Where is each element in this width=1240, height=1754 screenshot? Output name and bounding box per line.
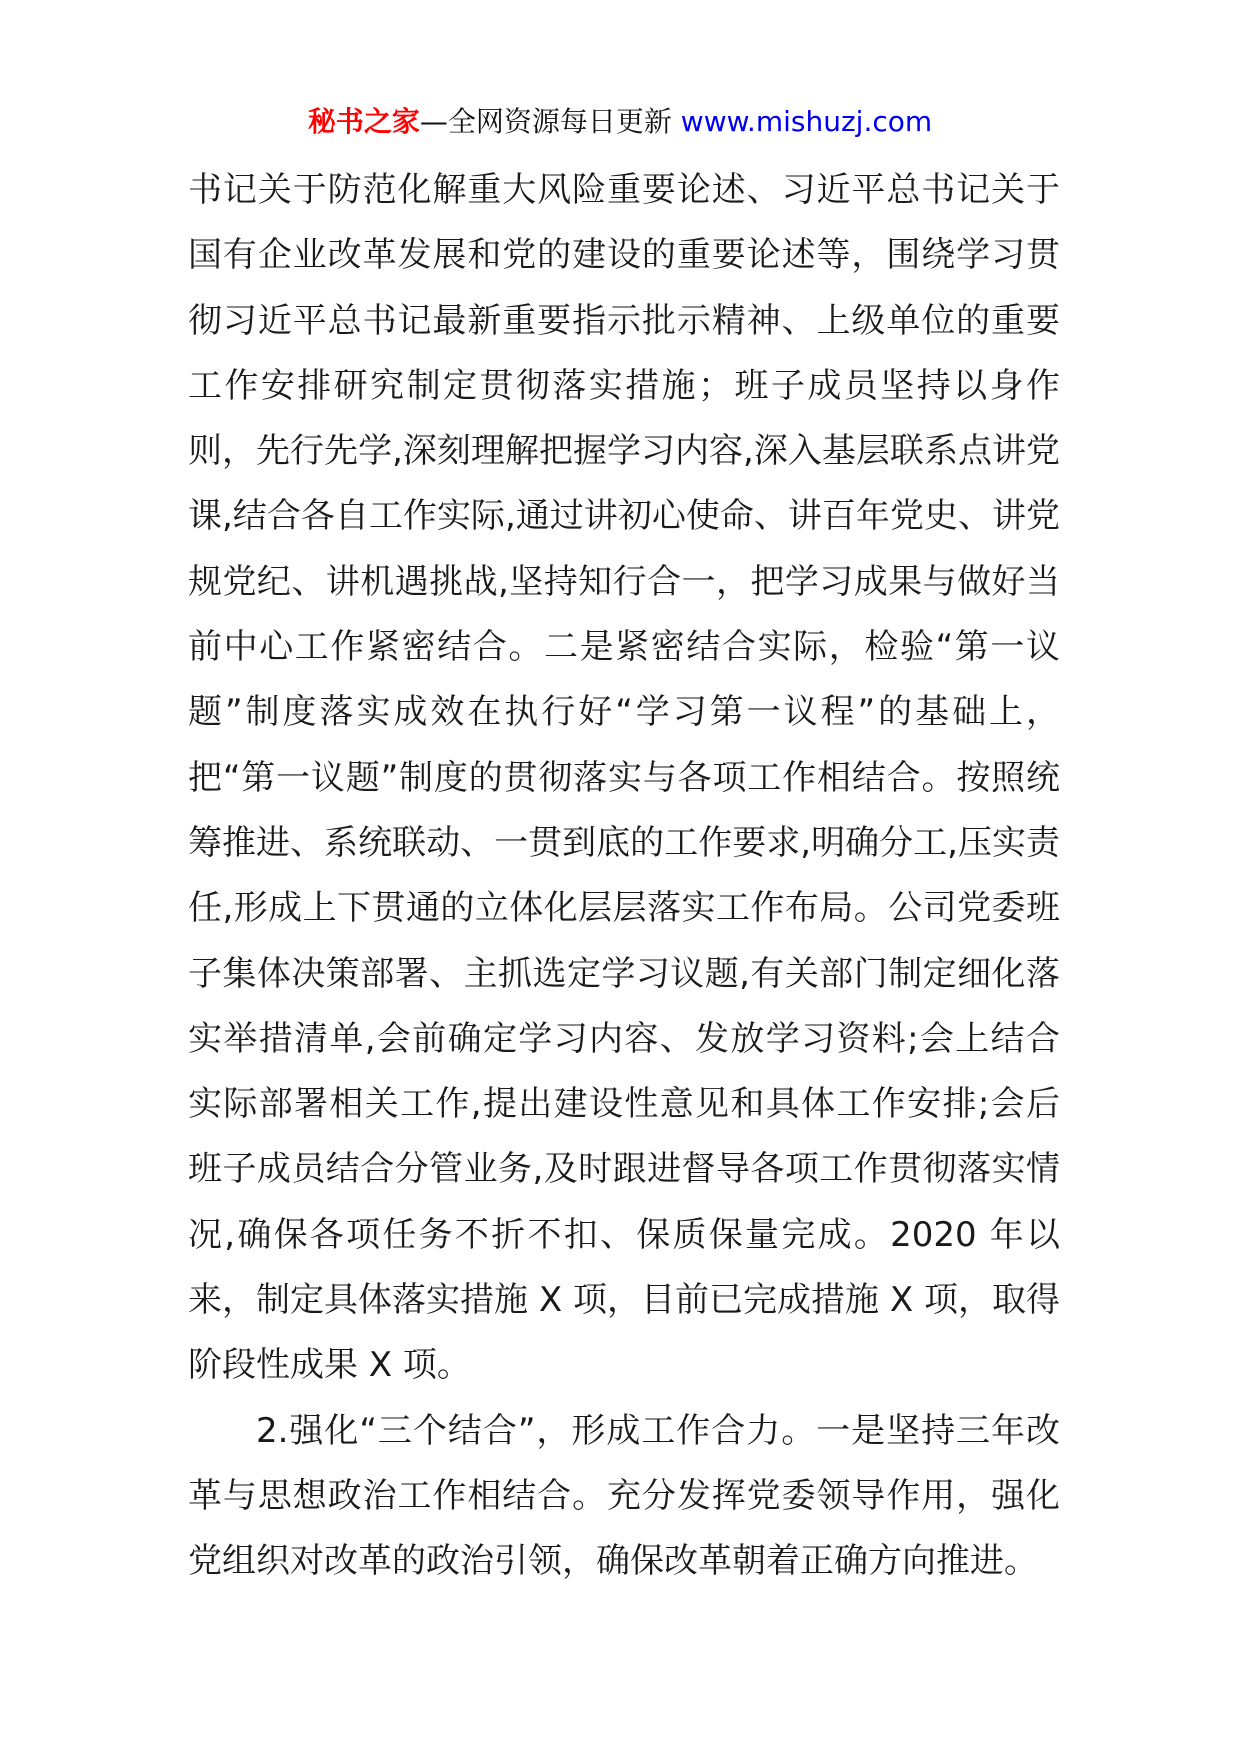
site-link[interactable]: www.mishuzj.com: [680, 105, 933, 138]
paragraph-continued: 书记关于防范化解重大风险重要论述、习近平总书记关于国有企业改革发展和党的建设的重要论述等，围绕学习贯彻习近平总书记最新重要指示批示精神、上级单位的重要工作安排研究制定贯彻落实措施；班子成员坚持以身作则，先行先学,深刻理解把握学习内容,深入基层联系点讲党课,结合各自工作实际,通过讲初心使命、讲百年党史、讲党规党纪、讲机遇挑战,坚持知行合一，把学习成果与做好当前中心工作紧密结合。二是紧密结合实际，检验“第一议题”制度落实成效在执行好“学习第一议程”的基础上，把“第一议题”制度的贯彻落实与各项工作相结合。按照统筹推进、系统联动、一贯到底的工作要求,明确分工,压实责任,形成上下贯通的立体化层层落实工作布局。公司党委班子集体决策部署、主抓选定学习议题,有关部门制定细化落实举措清单,会前确定学习内容、发放学习资料;会上结合实际部署相关工作,提出建设性意见和具体工作安排;会后班子成员结合分管业务,及时跟进督导各项工作贯彻落实情况,确保各项任务不折不扣、保质保量完成。2020 年以来，制定具体落实措施 X 项，目前已完成措施 X 项，取得阶段性成果 X 项。: [188, 170, 1060, 1386]
paragraph-section-2: 2.强化“三个结合”，形成工作合力。一是坚持三年改革与思想政治工作相结合。充分发挥党委领导作用，强化党组织对改革的政治引领，确保改革朝着正确方向推进。: [188, 1410, 1060, 1582]
page-header: [0, 100, 1240, 144]
brand-name: 秘书之家: [307, 105, 420, 138]
document-body: [188, 158, 1060, 1595]
header-slogan: —全网资源每日更新: [419, 105, 672, 138]
